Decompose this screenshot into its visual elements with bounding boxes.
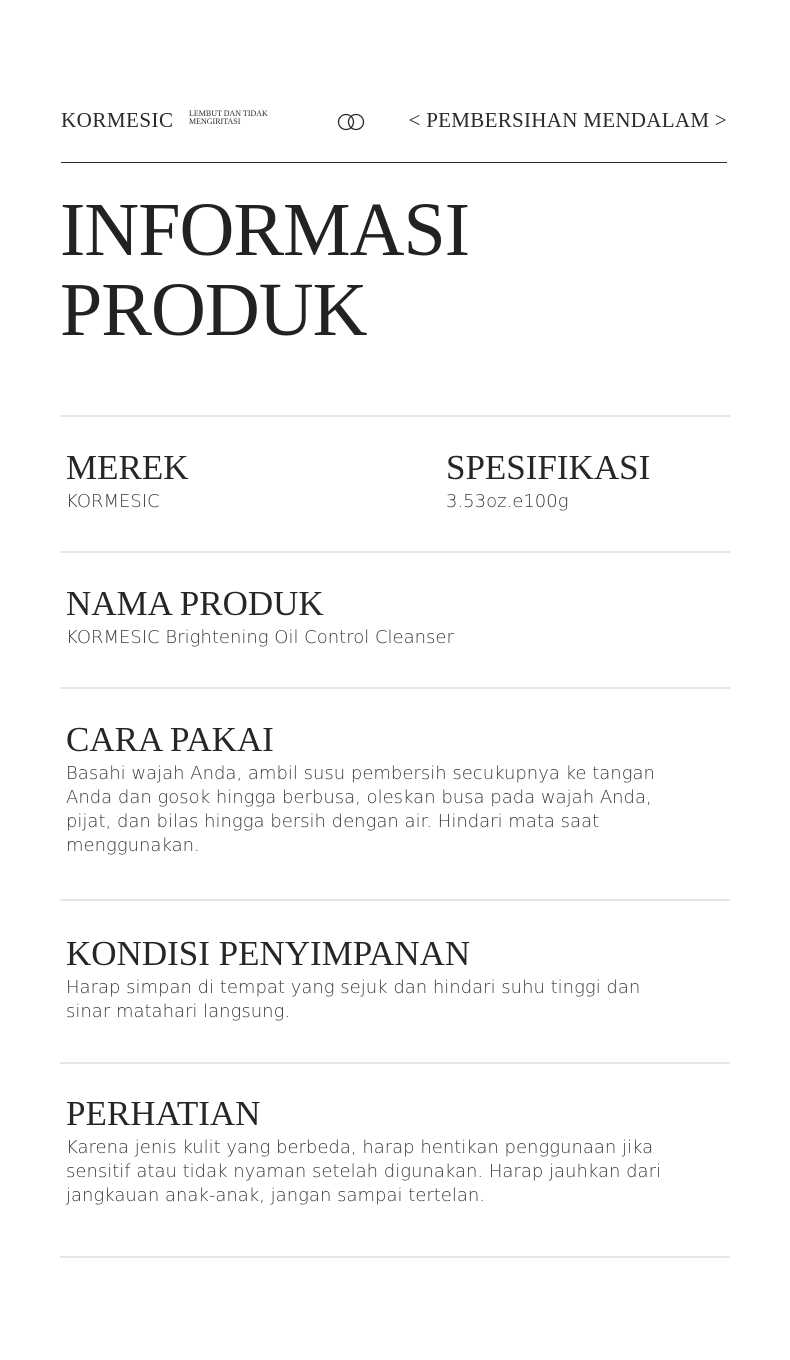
divider bbox=[60, 1062, 730, 1064]
section-label: PERHATIAN bbox=[66, 1094, 261, 1133]
section-value: 3.53oz.e100g bbox=[446, 491, 569, 512]
interlocking-rings-icon bbox=[336, 113, 366, 131]
section-value: Harap simpan di tempat yang sejuk dan hindari suhu tinggi dan sinar matahari langsung. bbox=[66, 977, 641, 1022]
divider bbox=[60, 687, 730, 689]
divider bbox=[60, 415, 730, 417]
page-title: INFORMASI PRODUK bbox=[60, 188, 470, 352]
section-label: NAMA PRODUK bbox=[66, 584, 324, 623]
section-label: MEREK bbox=[66, 448, 189, 487]
header bbox=[61, 104, 727, 138]
section-value: Basahi wajah Anda, ambil susu pembersih secukupnya ke tangan Anda dan gosok hingga berbusa, oleskan busa pada wajah Anda, pijat, dan bilas hingga bersih dengan air. Hindari mata saat menggunakan. bbox=[66, 763, 655, 856]
brand-logo: KORMESIC bbox=[61, 108, 174, 132]
divider bbox=[60, 1256, 730, 1258]
section-cara-pakai bbox=[66, 720, 726, 858]
section-kondisi-penyimpanan bbox=[66, 934, 726, 1024]
section-label: SPESIFIKASI bbox=[446, 448, 651, 487]
section-value: KORMESIC Brightening Oil Control Cleanser bbox=[66, 627, 454, 648]
divider bbox=[60, 551, 730, 553]
section-label: CARA PAKAI bbox=[66, 720, 274, 759]
header-divider bbox=[61, 162, 727, 163]
section-value: KORMESIC bbox=[66, 491, 160, 512]
brand-tagline: LEMBUT DAN TIDAK MENGIRITASI bbox=[189, 109, 268, 126]
section-perhatian bbox=[66, 1094, 726, 1208]
section-spesifikasi bbox=[446, 448, 726, 514]
divider bbox=[60, 899, 730, 901]
section-nav[interactable]: < PEMBERSIHAN MENDALAM > bbox=[408, 108, 727, 132]
section-label: KONDISI PENYIMPANAN bbox=[66, 934, 471, 973]
section-nama-produk bbox=[66, 584, 726, 650]
section-merek bbox=[66, 448, 406, 514]
section-value: Karena jenis kulit yang berbeda, harap hentikan penggunaan jika sensitif atau tidak nyaman setelah digunakan. Harap jauhkan dari jangkauan anak-anak, jangan sampai tertelan. bbox=[66, 1137, 661, 1206]
